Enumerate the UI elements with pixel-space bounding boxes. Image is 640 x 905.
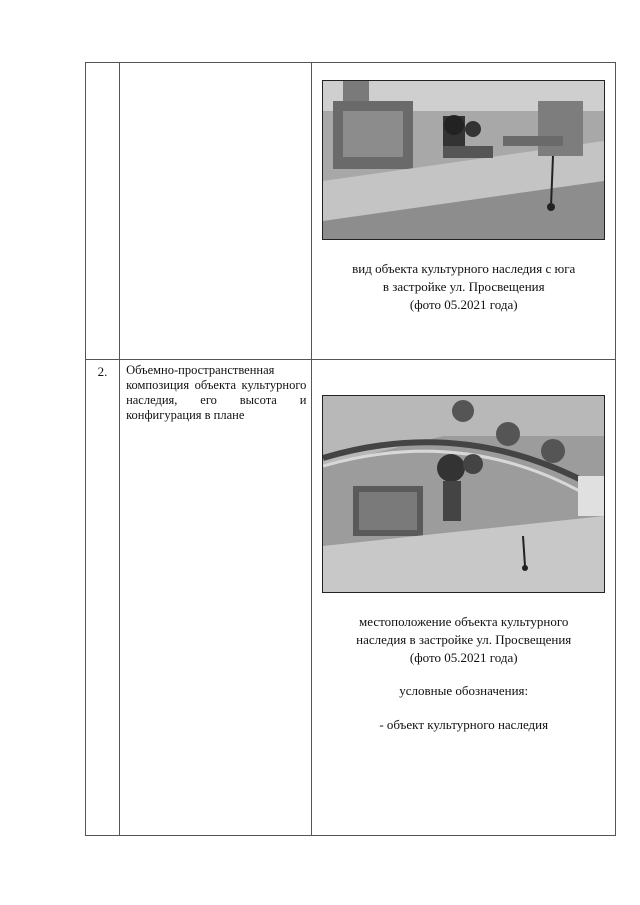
south-view-photo (322, 80, 605, 240)
heritage-table (85, 62, 616, 836)
row-description-cell (312, 63, 616, 360)
row-name-text (120, 63, 311, 66)
caption-line: (фото 05.2021 года) (409, 650, 518, 665)
caption-line: в застройке ул. Просвещения (382, 279, 545, 294)
table-row (86, 63, 616, 360)
row-number-cell (86, 63, 120, 360)
legend-title: условные обозначения: (399, 683, 529, 698)
row-name-text: Объемно-пространственная композиция объекта культурного наследия, его высота и конфигурация в плане (126, 363, 307, 422)
row-name-cell (120, 360, 312, 836)
caption-line: наследия в застройке ул. Просвещения (356, 632, 572, 647)
row-description-cell (312, 360, 616, 836)
caption-line: (фото 05.2021 года) (409, 297, 518, 312)
caption-line: местоположение объекта культурного (359, 614, 569, 629)
table-row (86, 360, 616, 836)
caption-line: вид объекта культурного наследия с юга (352, 261, 576, 276)
location-map-photo (322, 395, 605, 593)
legend-item: - объект культурного наследия (379, 717, 549, 732)
row-name-cell (120, 63, 312, 360)
row-number-cell: 2. (86, 360, 120, 836)
